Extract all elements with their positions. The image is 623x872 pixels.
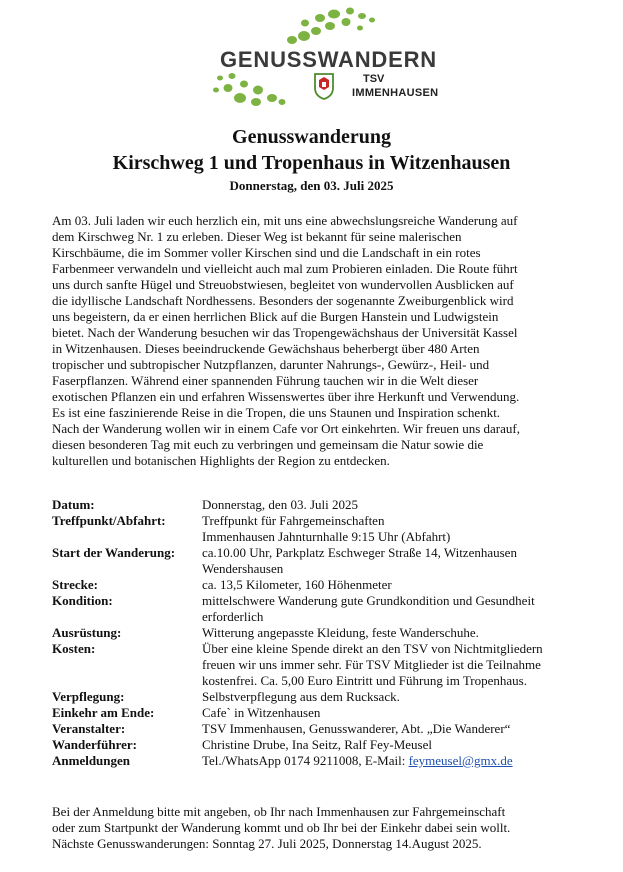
detail-label: Kondition:	[52, 593, 113, 608]
detail-row-anmeldungen	[52, 753, 602, 769]
detail-row-treffpunkt	[52, 513, 602, 545]
contact-phone-text: Tel./WhatsApp 0174 9211008, E-Mail:	[202, 753, 409, 768]
club-name-line1: TSV	[363, 73, 385, 85]
detail-value-line: Christine Drube, Ina Seitz, Ralf Fey-Meusel	[202, 737, 432, 752]
detail-value-line: Cafe` in Witzenhausen	[202, 705, 321, 720]
intro-line: exotischen Pflanzen ein und erfahren Wissenswertes über ihre Herkunft und Verwendung.	[52, 389, 520, 404]
club-name-line2: IMMENHAUSEN	[352, 87, 439, 99]
intro-line: in Witzenhausen. Dieses beeindruckende Gewächshaus beherbergt über 480 Arten	[52, 341, 480, 356]
event-date: Donnerstag, den 03. Juli 2025	[229, 178, 394, 193]
intro-line: bietet. Nach der Wanderung besuchen wir das Tropengewächshaus der Universität Kassel	[52, 325, 518, 340]
detail-row-veranstalter	[52, 721, 602, 737]
detail-row-einkehr	[52, 705, 602, 721]
intro-line: Farbenmeer verwandeln und vielleicht auch mal zum Probieren einladen. Die Route führt	[52, 261, 518, 276]
detail-value	[202, 721, 602, 737]
detail-row-wanderfuehrer	[52, 737, 602, 753]
intro-line: Am 03. Juli laden wir euch herzlich ein, mit uns eine abwechslungsreiche Wanderung auf	[52, 213, 518, 228]
footer-line: oder zum Startpunkt der Wanderung kommt und ob Ihr bei der Einkehr dabei sein wollt.	[52, 820, 511, 835]
email-link[interactable]: feymeusel@gmx.de	[408, 753, 513, 768]
header-logo	[0, 0, 623, 112]
detail-row-ausruestung	[52, 625, 602, 641]
detail-value	[202, 513, 602, 545]
detail-label: Wanderführer:	[52, 737, 137, 752]
club-crest-icon	[313, 72, 335, 100]
intro-line: Es ist eine faszinierende Reise in die Tropen, die uns Staunen und Inspiration schenkt.	[52, 405, 501, 420]
detail-value	[202, 753, 602, 769]
detail-row-kosten	[52, 641, 602, 689]
detail-row-start	[52, 545, 602, 577]
detail-value-line: ca.10.00 Uhr, Parkplatz Eschweger Straße 14, Witzenhausen	[202, 545, 517, 560]
detail-value-line: mittelschwere Wanderung gute Grundkondition und Gesundheit	[202, 593, 535, 608]
intro-line: Faserpflanzen. Während einer spannenden Führung tauchen wir in die Welt dieser	[52, 373, 479, 388]
intro-line: tropischer und subtropischer Nutzpflanzen, darunter Nahrungs-, Gewürz-, Heil- und	[52, 357, 490, 372]
detail-row-kondition	[52, 593, 602, 625]
detail-value	[202, 545, 602, 577]
detail-value	[202, 705, 602, 721]
detail-value-line: Selbstverpflegung aus dem Rucksack.	[202, 689, 400, 704]
detail-label: Kosten:	[52, 641, 96, 656]
detail-value-line: Wendershausen	[202, 561, 284, 576]
detail-value-line: Donnerstag, den 03. Juli 2025	[202, 497, 358, 512]
intro-line: Nach der Wanderung wollen wir in einem Cafe vor Ort einkehrten. Wir freuen uns darauf,	[52, 421, 520, 436]
document-title: Genusswanderung	[232, 126, 391, 148]
leaf-dots-left-icon	[208, 68, 288, 108]
intro-line: kulturellen und botanischen Highlights der Region zu entdecken.	[52, 453, 390, 468]
intro-line: diesen besonderen Tag mit euch zu verbringen und gemeinsam die Natur sowie die	[52, 437, 484, 452]
detail-label: Ausrüstung:	[52, 625, 122, 640]
detail-row-verpflegung	[52, 689, 602, 705]
footer-note	[52, 804, 597, 852]
intro-line: Kirschbäume, die im Sommer voller Kirschen sind und die Landschaft in ein rotes	[52, 245, 481, 260]
footer-line: Nächste Genusswanderungen: Sonntag 27. Juli 2025, Donnerstag 14.August 2025.	[52, 836, 482, 851]
detail-value-line: freuen wir uns immer sehr. Für TSV Mitglieder ist die Teilnahme	[202, 657, 541, 672]
detail-value-line: Immenhausen Jahnturnhalle 9:15 Uhr (Abfahrt)	[202, 529, 451, 544]
footer-line: Bei der Anmeldung bitte mit angeben, ob Ihr nach Immenhausen zur Fahrgemeinschaft	[52, 804, 506, 819]
detail-value	[202, 689, 602, 705]
detail-value	[202, 593, 602, 625]
intro-line: uns begeistern, da er einen herrlichen Blick auf die Burgen Hanstein und Ludwigstein	[52, 309, 499, 324]
detail-value-line: TSV Immenhausen, Genusswanderer, Abt. „Die Wanderer“	[202, 721, 511, 736]
detail-row-datum	[52, 497, 602, 513]
detail-value	[202, 737, 602, 753]
event-details	[52, 497, 602, 769]
detail-value	[202, 641, 602, 689]
intro-line: die idyllische Landschaft Nordhessens. Besonders der sogenannte Zweiburgenblick wird	[52, 293, 514, 308]
detail-label: Start der Wanderung:	[52, 545, 176, 560]
detail-label: Verpflegung:	[52, 689, 125, 704]
detail-value	[202, 625, 602, 641]
detail-value	[202, 497, 602, 513]
detail-label: Datum:	[52, 497, 95, 512]
detail-value	[202, 577, 602, 593]
detail-value-line: kostenfrei. Ca. 5,00 Euro Eintritt und Führung im Tropenhaus.	[202, 673, 527, 688]
intro-line: uns durch sanfte Hügel und Streuobstwiesen, begleitet von wundervollen Ausblicken auf	[52, 277, 514, 292]
leaf-dots-icon	[280, 6, 380, 48]
document-subtitle: Kirschweg 1 und Tropenhaus in Witzenhausen	[112, 152, 511, 174]
detail-label: Anmeldungen	[52, 753, 131, 768]
intro-paragraph	[52, 213, 592, 469]
brand-logo-text: GENUSSWANDERN	[220, 47, 437, 72]
detail-value-line: Witterung angepasste Kleidung, feste Wanderschuhe.	[202, 625, 479, 640]
detail-value-line: erforderlich	[202, 609, 264, 624]
detail-value-line: Treffpunkt für Fahrgemeinschaften	[202, 513, 385, 528]
detail-row-strecke	[52, 577, 602, 593]
intro-line: dem Kirschweg Nr. 1 zu erleben. Dieser Weg ist bekannt für seine malerischen	[52, 229, 462, 244]
detail-label: Treffpunkt/Abfahrt:	[52, 513, 166, 528]
detail-label: Einkehr am Ende:	[52, 705, 155, 720]
detail-value-line: ca. 13,5 Kilometer, 160 Höhenmeter	[202, 577, 392, 592]
detail-label: Strecke:	[52, 577, 98, 592]
detail-label: Veranstalter:	[52, 721, 126, 736]
detail-value-line: Über eine kleine Spende direkt an den TSV von Nichtmitgliedern	[202, 641, 543, 656]
